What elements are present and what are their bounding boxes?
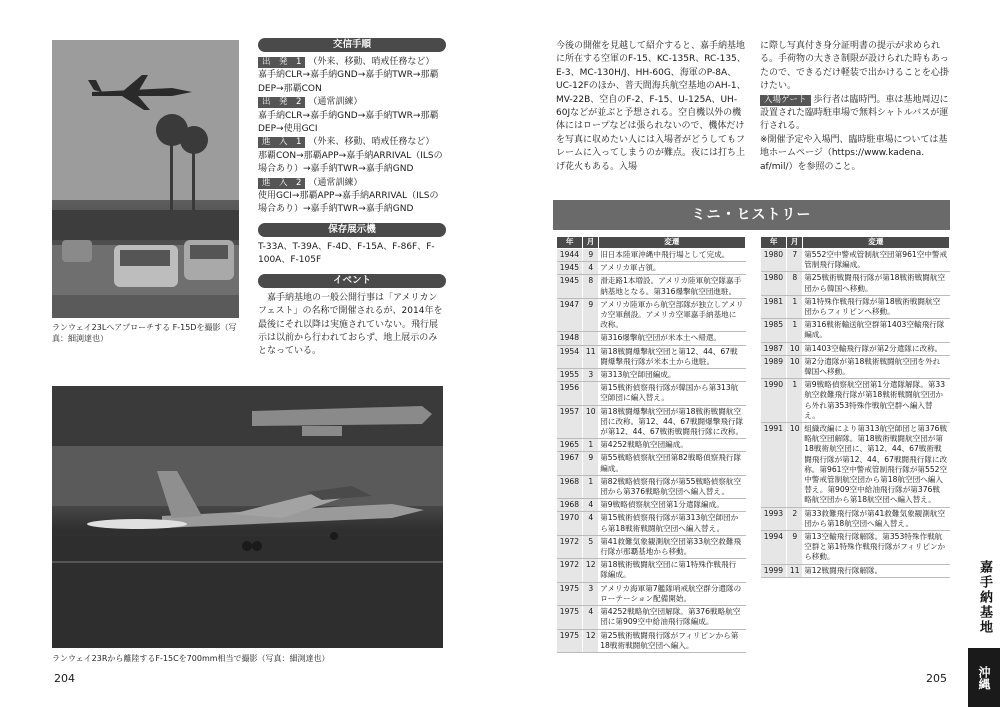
history-year: 1972 xyxy=(557,535,583,558)
photo-f15d-approach xyxy=(52,40,239,318)
history-month: 3 xyxy=(583,369,598,382)
history-month: 1 xyxy=(583,439,598,452)
photo-top-caption: ランウェイ23Lへアプローチする F-15Dを撮影（写真：細渕達也） xyxy=(52,323,237,343)
procedure-note: （外来、移動、哨戒任務など） xyxy=(308,137,435,148)
side-label: 嘉手納基地 xyxy=(977,560,992,635)
history-month: 10 xyxy=(787,342,802,355)
history-row xyxy=(557,629,746,652)
history-year: 1980 xyxy=(761,249,787,272)
history-year: 1945 xyxy=(557,262,583,275)
history-row xyxy=(761,379,950,423)
procedure-note: （外来、移動、哨戒任務など） xyxy=(308,57,435,67)
history-month: 8 xyxy=(583,275,598,298)
history-year: 1980 xyxy=(761,272,787,295)
history-month: 12 xyxy=(583,559,598,582)
history-row xyxy=(761,564,950,577)
history-row xyxy=(557,298,746,332)
history-month: 9 xyxy=(583,298,598,332)
history-event: 旧日本陸軍沖縄中飛行場として完成。 xyxy=(598,249,745,262)
history-event: 第2分遣隊が第18戦術戦闘航空団を外れ韓国へ移動。 xyxy=(802,355,949,378)
history-month: 1 xyxy=(787,295,802,318)
history-month: 4 xyxy=(583,512,598,535)
procedure-tag: 出 発 1 xyxy=(258,57,305,68)
right-paragraph-3: ※開催予定や入場門、臨時駐車場については基地ホームページ（https://www.kadena. af/mil/）を参照のこと。 xyxy=(760,134,948,172)
history-year: 1955 xyxy=(557,369,583,382)
history-row xyxy=(557,439,746,452)
history-year: 1975 xyxy=(557,582,583,605)
history-row xyxy=(761,319,950,342)
history-month: 10 xyxy=(787,423,802,508)
history-year: 1965 xyxy=(557,439,583,452)
procedure-item xyxy=(258,56,446,96)
procedure-item xyxy=(258,96,446,136)
history-month: 3 xyxy=(583,582,598,605)
history-row xyxy=(761,272,950,295)
history-month: 4 xyxy=(583,262,598,275)
history-year: 1981 xyxy=(761,295,787,318)
history-month: 9 xyxy=(787,531,802,565)
history-year: 1945 xyxy=(557,275,583,298)
history-month: 9 xyxy=(583,249,598,262)
history-row xyxy=(557,405,746,439)
history-event: 第1403空輸飛行隊が第2分遣隊に改称。 xyxy=(802,342,949,355)
procedure-note: （通常訓練） xyxy=(308,97,363,108)
history-year: 1975 xyxy=(557,606,583,629)
history-header-year: 年 xyxy=(761,237,787,249)
history-table-left xyxy=(556,236,746,653)
history-event: 第313航空師団編成。 xyxy=(598,369,745,382)
history-year: 1987 xyxy=(761,342,787,355)
history-row xyxy=(557,499,746,512)
history-table-right xyxy=(760,236,950,578)
history-row xyxy=(557,332,746,345)
history-month: 11 xyxy=(787,564,802,577)
photo-scene xyxy=(52,40,239,318)
side-tab-okinawa: 沖縄 xyxy=(968,648,1000,707)
history-month xyxy=(583,382,598,405)
procedure-text: 那覇CON→那覇APP→嘉手納ARRIVAL（ILSの場合あり）→嘉手納TWR→嘉手納GND xyxy=(258,150,443,175)
history-event: 第4252戦略航空団解隊。第376戦略航空団に第909空中給油飛行隊編成。 xyxy=(598,606,745,629)
history-event: 第12戦闘飛行隊解隊。 xyxy=(802,564,949,577)
photo-scene-2 xyxy=(52,386,443,648)
history-row xyxy=(557,262,746,275)
history-year: 1954 xyxy=(557,345,583,368)
history-row xyxy=(557,369,746,382)
history-row xyxy=(761,295,950,318)
history-header-month: 月 xyxy=(787,237,802,249)
page-number-right: 205 xyxy=(926,672,947,685)
gate-tag: 入場ゲート xyxy=(760,95,811,106)
history-event: 第18戦闘爆撃航空団と第12、44、67戦闘爆撃飛行隊が米本土から進駐。 xyxy=(598,345,745,368)
history-row xyxy=(557,582,746,605)
history-month: 10 xyxy=(787,355,802,378)
history-year: 1994 xyxy=(761,531,787,565)
history-event: 第55戦略偵察航空団第82戦略偵察飛行隊編成。 xyxy=(598,452,745,475)
procedures-heading: 交信手順 xyxy=(258,38,446,52)
history-row xyxy=(761,423,950,508)
photo-bottom-caption: ランウェイ23Rから離陸するF-15Cを700mm相当で撮影（写真：細渕達也） xyxy=(52,654,330,663)
procedures-section xyxy=(258,36,446,359)
procedure-text: 嘉手納CLR→嘉手納GND→嘉手納TWR→那覇DEP→使用GCI xyxy=(258,110,439,135)
preserved-text: T-33A、T-39A、F-4D、F-15A、F-86F、F-100A、F-105F xyxy=(258,241,435,266)
procedure-tag: 進 入 1 xyxy=(258,137,305,148)
history-year: 1989 xyxy=(761,355,787,378)
right-paragraph-1: に際し写真付き身分証明書の提示が求められる。手荷物の大きさ制限が設けられた時もあったので、できるだけ軽装で出かけることを心掛けたい。 xyxy=(760,41,949,92)
history-event: 第25戦術戦闘飛行隊がフィリピンから第18戦術戦闘航空団へ編入。 xyxy=(598,629,745,652)
history-year: 1968 xyxy=(557,475,583,498)
history-row xyxy=(557,559,746,582)
history-year: 1968 xyxy=(557,499,583,512)
history-month: 4 xyxy=(583,606,598,629)
history-event: 第4252戦略航空団編成。 xyxy=(598,439,745,452)
history-event: 第18戦闘爆撃航空団が第18戦術戦闘航空団に改称。第12、44、67戦闘爆撃飛行隊が第12、44、67戦術戦闘飛行隊に改称。 xyxy=(598,405,745,439)
history-year: 1967 xyxy=(557,452,583,475)
photo-f15c-takeoff xyxy=(52,386,443,648)
history-row xyxy=(761,531,950,565)
history-event: 第41救難気象観測航空団第33航空救難飛行隊が那覇基地から移動。 xyxy=(598,535,745,558)
history-row xyxy=(557,382,746,405)
history-year: 1947 xyxy=(557,298,583,332)
history-event: 第15戦術偵察飛行隊が韓国から第313航空師団に編入替え。 xyxy=(598,382,745,405)
procedure-item xyxy=(258,136,446,176)
history-row xyxy=(557,452,746,475)
history-title: ミニ・ヒストリー xyxy=(553,200,950,230)
history-event: 第25戦術戦闘飛行隊が第18戦術戦闘航空団から韓国へ移動。 xyxy=(802,272,949,295)
history-row xyxy=(557,475,746,498)
history-event: 第9戦略偵察航空団第1分遣隊編成。 xyxy=(598,499,745,512)
history-year: 1970 xyxy=(557,512,583,535)
right-paragraphs xyxy=(760,40,950,174)
history-month: 1 xyxy=(787,319,802,342)
history-year: 1956 xyxy=(557,382,583,405)
history-event: 第33救難飛行隊が第41救難気象観測航空団から第18航空団へ編入替え。 xyxy=(802,507,949,530)
history-event: 第18戦術戦闘航空団に第1特殊作戦飛行隊編成。 xyxy=(598,559,745,582)
right-paragraph-2: 歩行者は臨時門。車は基地周辺に設置された臨時駐車場で無料シャトルバスが運行される。 xyxy=(760,94,949,132)
history-event: 第9戦略偵察航空団第1分遣隊解隊。第33航空救難飛行隊が第18戦術戦闘航空団から外れ第353特殊作戦航空群へ編入替え。 xyxy=(802,379,949,423)
history-month: 5 xyxy=(583,535,598,558)
history-row xyxy=(557,606,746,629)
history-month xyxy=(583,332,598,345)
procedure-text: 嘉手納CLR→嘉手納GND→嘉手納TWR→那覇DEP→那覇CON xyxy=(258,70,439,94)
history-event: 第1特殊作戦飛行隊が第18戦術戦闘航空団からフィリピンへ移動。 xyxy=(802,295,949,318)
history-month: 10 xyxy=(583,405,598,439)
history-header-event: 変遷 xyxy=(802,237,949,249)
history-month: 9 xyxy=(583,452,598,475)
history-header-event: 変遷 xyxy=(598,237,745,249)
preserved-heading: 保存展示機 xyxy=(258,223,446,237)
procedure-note: （通常訓練） xyxy=(308,177,363,188)
history-event: 組織改編により第313航空師団と第376戦略航空団解隊。第18戦術戦闘航空団が第18戦術航空団に、第12、44、67戦術戦闘飛行隊が第12、44、67戦闘飛行隊に改称。第961空中警戒管制飛行隊が第552空中警戒管制航空団から第18航空団へ編入替え。第909空中給油飛行隊が第376戦略航空団から第18航空団へ編入替え。 xyxy=(802,423,949,508)
history-header-month: 月 xyxy=(583,237,598,249)
history-year: 1993 xyxy=(761,507,787,530)
history-year: 1985 xyxy=(761,319,787,342)
history-year: 1990 xyxy=(761,379,787,423)
history-row xyxy=(557,249,746,262)
procedure-item xyxy=(258,177,446,217)
history-row xyxy=(557,345,746,368)
history-year: 1972 xyxy=(557,559,583,582)
history-month: 8 xyxy=(787,272,802,295)
history-year: 1944 xyxy=(557,249,583,262)
history-event: アメリカ軍占領。 xyxy=(598,262,745,275)
history-year: 1999 xyxy=(761,564,787,577)
history-event: 第316爆撃航空団が米本土へ帰還。 xyxy=(598,332,745,345)
history-row xyxy=(761,342,950,355)
history-month: 4 xyxy=(583,499,598,512)
page-number-left: 204 xyxy=(54,672,75,685)
history-year: 1975 xyxy=(557,629,583,652)
history-event: 滑走路1本増設。アメリカ陸軍航空隊嘉手納基地となる。第316爆撃航空団進駐。 xyxy=(598,275,745,298)
history-month: 12 xyxy=(583,629,598,652)
history-row xyxy=(761,507,950,530)
history-row xyxy=(557,535,746,558)
history-month: 2 xyxy=(787,507,802,530)
history-event: アメリカ海軍第7艦隊哨戒航空群分遣隊のローテーション配備開始。 xyxy=(598,582,745,605)
middle-paragraph: 今後の開催を見越して紹介すると、嘉手納基地に所在する空軍のF-15、KC-135R、RC-135、E-3、MC-130H/J、HH-60G、海軍のP-8A、UC-12Fのほか、普天間海兵航空基地のAH-1、MV-22B、空自のF-2、F-15、U-125A、UH-60Jなどが並ぶと予想される。空自機以外の機体にはロープなどは張られないので、機体だけを写真に収めたい人には入場者がどうしてもフレームに入ってしまうのが難点。夜には打ち上げ花火もある。入場 xyxy=(556,41,746,172)
history-row xyxy=(761,249,950,272)
history-event: 第552空中警戒管制航空団第961空中警戒管制飛行隊編成。 xyxy=(802,249,949,272)
history-year: 1991 xyxy=(761,423,787,508)
history-row xyxy=(557,512,746,535)
history-event: 第15戦術偵察飛行隊が第313航空師団から第18戦術戦闘航空団へ編入替え。 xyxy=(598,512,745,535)
history-year: 1948 xyxy=(557,332,583,345)
history-month: 1 xyxy=(583,475,598,498)
history-event: 第316戦術輸送航空群第1403空輸飛行隊編成。 xyxy=(802,319,949,342)
procedure-text: 使用GCI→那覇APP→嘉手納ARRIVAL（ILSの場合あり）→嘉手納TWR→嘉手納GND xyxy=(258,191,439,215)
procedure-tag: 進 入 2 xyxy=(258,178,305,189)
history-event: 第82戦略偵察飛行隊が第55戦略偵察航空団から第376戦略航空団へ編入替え。 xyxy=(598,475,745,498)
history-year: 1957 xyxy=(557,405,583,439)
history-row xyxy=(761,355,950,378)
history-month: 7 xyxy=(787,249,802,272)
history-event: アメリカ陸軍から航空部隊が独立しアメリカ空軍創設。アメリカ空軍嘉手納基地に改称。 xyxy=(598,298,745,332)
history-row xyxy=(557,275,746,298)
history-month: 11 xyxy=(583,345,598,368)
history-event: 第13空輸飛行隊解隊。第353特殊作戦航空群と第1特殊作戦飛行隊がフィリピンから移動。 xyxy=(802,531,949,565)
event-text: 嘉手納基地の一般公開行事は「アメリカンフェスト」の名称で開催されるが、2014年を最後にそれ以降は実施されていない。飛行展示は以前から行われておらず、地上展示のみとなっている。 xyxy=(258,292,443,357)
history-header-year: 年 xyxy=(557,237,583,249)
history-month: 1 xyxy=(787,379,802,423)
procedure-tag: 出 発 2 xyxy=(258,97,305,108)
event-heading: イベント xyxy=(258,274,446,288)
